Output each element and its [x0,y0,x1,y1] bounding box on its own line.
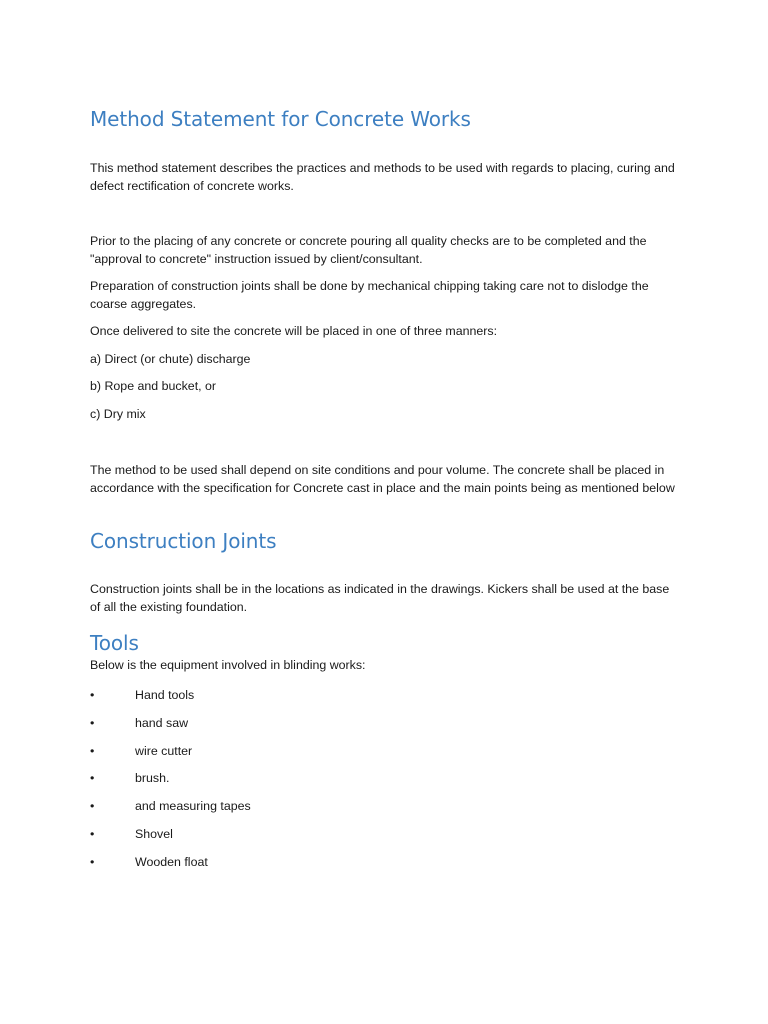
quality-checks-paragraph: Prior to the placing of any concrete or concrete pouring all quality checks are to be completed and the "approval to concrete" instruction issued by client/consultant. [90,234,647,266]
construction-joints-heading: Construction Joints [90,529,277,553]
document-title: Method Statement for Concrete Works [90,107,471,131]
list-item-text: Shovel [135,827,173,841]
list-item-text: and measuring tapes [135,799,251,813]
manner-option-a: a) Direct (or chute) discharge [90,352,251,366]
list-item-text: Wooden float [135,855,208,869]
intro-paragraph: This method statement describes the practices and methods to be used with regards to placing, curing and defect rectification of concrete works. [90,161,675,193]
manner-option-c: c) Dry mix [90,407,146,421]
bullet-icon: • [90,744,95,758]
tools-heading: Tools [90,631,139,655]
manner-option-b: b) Rope and bucket, or [90,379,217,393]
placement-manners-paragraph: Once delivered to site the concrete will be placed in one of three manners: [90,324,498,338]
bullet-icon: • [90,855,95,869]
bullet-icon: • [90,688,95,702]
tools-intro: Below is the equipment involved in blinding works: [90,658,366,672]
bullet-icon: • [90,799,95,813]
construction-joints-prep-paragraph: Preparation of construction joints shall be done by mechanical chipping taking care not to dislodge the coarse aggregates. [90,279,649,311]
construction-joints-paragraph: Construction joints shall be in the locations as indicated in the drawings. Kickers shall be used at the base of all the existing foundation. [90,582,670,614]
bullet-icon: • [90,771,95,785]
list-item-text: brush. [135,771,170,785]
bullet-icon: • [90,716,95,730]
list-item-text: hand saw [135,716,189,730]
list-item-text: wire cutter [135,744,193,758]
bullet-icon: • [90,827,95,841]
method-selection-paragraph: The method to be used shall depend on site conditions and pour volume. The concrete shall be placed in accordance with the specification for Concrete cast in place and the main points being as mentioned below [90,463,675,495]
list-item-text: Hand tools [135,688,195,702]
